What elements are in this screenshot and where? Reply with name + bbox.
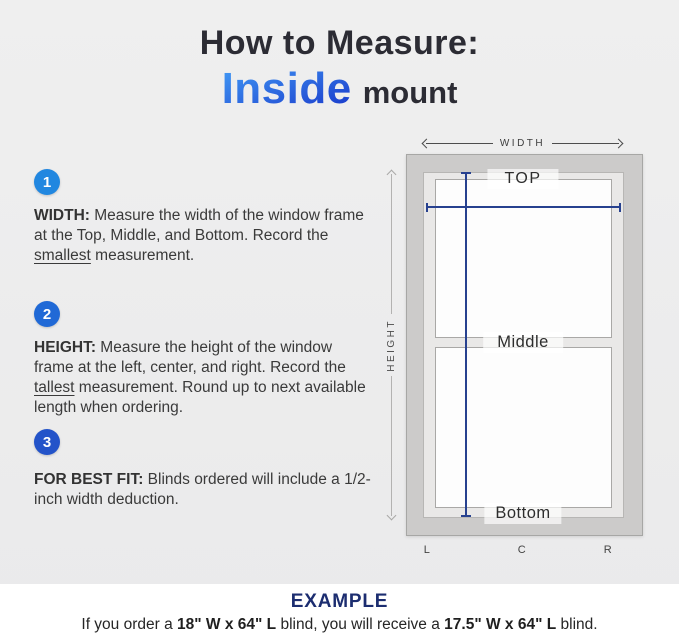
height-arrow-line [391, 174, 392, 314]
top-label: TOP [487, 169, 558, 189]
middle-label: Middle [483, 332, 563, 353]
example-ordered-size: 18" W x 64" L [177, 616, 277, 633]
width-arrow-label: WIDTH [499, 137, 546, 149]
step-3 [34, 429, 372, 510]
arrow-right-icon [614, 138, 624, 148]
height-arrow-label: HEIGHT [386, 318, 397, 372]
step-1-lead: WIDTH: [34, 207, 90, 224]
example-section [0, 584, 679, 642]
step-2-badge [34, 301, 60, 327]
example-received-size: 17.5" W x 64" L [444, 616, 557, 633]
subtitle-suffix: mount [362, 75, 458, 110]
example-prefix: If you order a [81, 616, 178, 633]
arrow-down-icon [387, 511, 397, 521]
step-2-body-end: measurement. Round up to next available length when ordering. [34, 379, 366, 416]
step-1-number: 1 [42, 173, 52, 191]
page-title: How to Measure: [199, 24, 480, 62]
step-1-badge [34, 169, 60, 195]
step-1-text [34, 206, 372, 266]
example-heading: EXAMPLE [290, 591, 389, 612]
step-1-body-end: measurement. [90, 247, 195, 264]
window-pane-bottom [435, 347, 612, 508]
page-subtitle [0, 64, 679, 114]
height-measure-line [465, 172, 467, 517]
step-3-body: Blinds ordered will include a 1/2-inch width deduction. [34, 471, 371, 508]
step-3-badge [34, 429, 60, 455]
step-2 [34, 301, 372, 418]
step-2-underlined-word: tallest [34, 379, 75, 396]
subtitle-highlight: Inside [221, 64, 352, 113]
step-2-lead: HEIGHT: [34, 339, 96, 356]
bottom-label: Bottom [484, 503, 561, 524]
example-mid: blind, you will receive a [276, 616, 445, 633]
step-2-number: 2 [42, 305, 52, 323]
arrow-left-icon [422, 138, 432, 148]
left-mark: L [423, 544, 431, 556]
width-arrow-line [552, 143, 619, 144]
step-2-text [34, 338, 372, 418]
example-suffix: blind. [556, 616, 598, 633]
width-arrow-line [426, 143, 493, 144]
example-text [0, 616, 679, 634]
step-1 [34, 169, 372, 266]
step-3-number: 3 [42, 433, 52, 451]
height-arrow [385, 171, 398, 519]
width-arrow [423, 137, 622, 149]
step-1-body: Measure the width of the window frame at the Top, Middle, and Bottom. Record the [34, 207, 364, 244]
right-mark: R [603, 544, 613, 556]
height-arrow-line [391, 376, 392, 516]
window-pane-top [435, 179, 612, 338]
arrow-up-icon [387, 170, 397, 180]
width-measure-line [426, 206, 621, 208]
step-1-underlined-word: smallest [34, 247, 91, 264]
step-3-lead: FOR BEST FIT: [34, 471, 144, 488]
center-mark: C [517, 544, 527, 556]
step-2-body: Measure the height of the window frame at the left, center, and right. Record the [34, 339, 346, 376]
step-3-text [34, 470, 372, 510]
